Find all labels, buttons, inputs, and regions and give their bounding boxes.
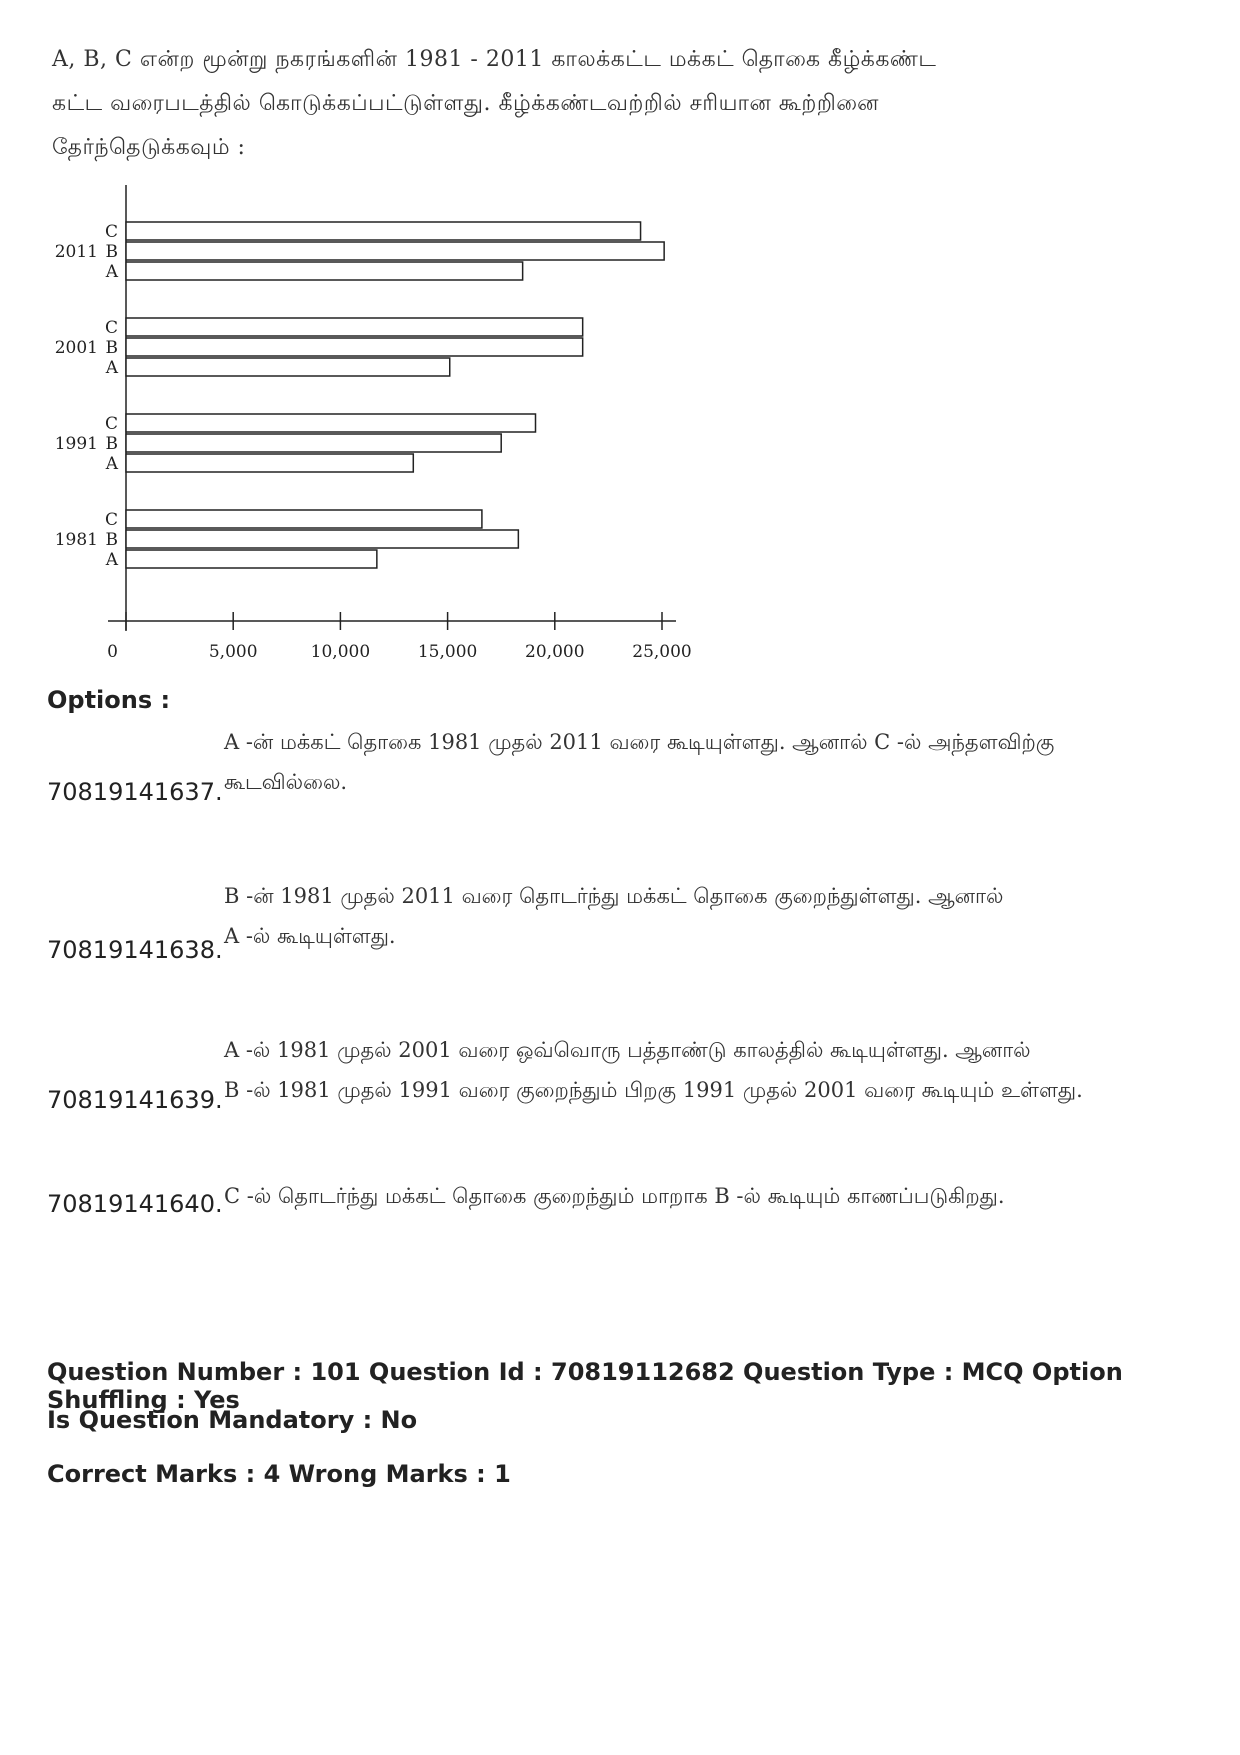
- series-label: B: [105, 242, 118, 262]
- series-label: C: [104, 318, 118, 338]
- x-tick-label: 25,000: [632, 642, 692, 662]
- question-meta: Question Number : 101 Question Id : 70819112682 Question Type : MCQ Option Shuffling : Yes: [47, 1358, 1123, 1414]
- option-line: A -ல் கூடியுள்ளது.: [224, 924, 396, 948]
- series-label: A: [105, 550, 118, 570]
- option-line: B -ன் 1981 முதல் 2011 வரை தொடர்ந்து மக்கட் தொகை குறைந்துள்ளது. ஆனால்: [224, 884, 1004, 908]
- group-label: 1981: [54, 530, 98, 550]
- series-label: B: [105, 434, 118, 454]
- option-1-id: 70819141637.: [47, 778, 223, 806]
- bar-B: [126, 530, 518, 548]
- marks-info: Correct Marks : 4 Wrong Marks : 1: [47, 1460, 511, 1488]
- bar-C: [126, 222, 641, 240]
- option-4-text: [224, 1176, 1124, 1216]
- group-label: 2001: [54, 338, 98, 358]
- group-label: 2011: [54, 242, 98, 262]
- option-line: B -ல் 1981 முதல் 1991 வரை குறைந்தும் பிறகு 1991 முதல் 2001 வரை கூடியும் உள்ளது.: [224, 1078, 1083, 1102]
- bar-B: [126, 338, 583, 356]
- x-tick-label: 0: [107, 642, 118, 662]
- bar-B: [126, 434, 501, 452]
- option-line: C -ல் தொடர்ந்து மக்கட் தொகை குறைந்தும் மாறாக B -ல் கூடியும் காணப்படுகிறது.: [224, 1184, 1005, 1208]
- question-text: [52, 38, 952, 170]
- series-label: A: [105, 358, 118, 378]
- series-label: C: [104, 414, 118, 434]
- bar-A: [126, 550, 377, 568]
- question-line: A, B, C என்ற மூன்று நகரங்களின் 1981 - 2011 காலக்கட்ட மக்கட் தொகை கீழ்க்கண்ட: [52, 47, 937, 72]
- option-3-id: 70819141639.: [47, 1086, 223, 1114]
- x-tick-label: 5,000: [208, 642, 258, 662]
- series-label: C: [104, 510, 118, 530]
- option-line: A -ல் 1981 முதல் 2001 வரை ஒவ்வொரு பத்தாண்டு காலத்தில் கூடியுள்ளது. ஆனால்: [224, 1038, 1031, 1062]
- series-label: B: [105, 530, 118, 550]
- series-label: B: [105, 338, 118, 358]
- option-line: A -ன் மக்கட் தொகை 1981 முதல் 2011 வரை கூடியுள்ளது. ஆனால் C -ல் அந்தளவிற்கு: [224, 730, 1055, 754]
- option-3-text: [224, 1030, 1124, 1110]
- bar-A: [126, 454, 413, 472]
- series-label: C: [104, 222, 118, 242]
- option-1-text: [224, 722, 1124, 802]
- bar-C: [126, 414, 536, 432]
- series-label: A: [105, 454, 118, 474]
- bar-A: [126, 358, 450, 376]
- bar-A: [126, 262, 523, 280]
- bar-C: [126, 318, 583, 336]
- population-bar-chart: [52, 180, 712, 670]
- question-line: கட்ட வரைபடத்தில் கொடுக்கப்பட்டுள்ளது. கீழ்க்கண்டவற்றில் சரியான கூற்றினை: [52, 91, 879, 116]
- options-label: Options :: [47, 686, 171, 714]
- question-line: தேர்ந்தெடுக்கவும் :: [52, 135, 246, 160]
- bar-C: [126, 510, 482, 528]
- group-label: 1991: [54, 434, 98, 454]
- x-tick-label: 10,000: [310, 642, 371, 662]
- option-line: கூடவில்லை.: [224, 770, 348, 794]
- option-2-id: 70819141638.: [47, 936, 223, 964]
- series-label: A: [105, 262, 118, 282]
- bar-B: [126, 242, 664, 260]
- option-4-id: 70819141640.: [47, 1190, 223, 1218]
- x-tick-label: 15,000: [417, 642, 478, 662]
- x-tick-label: 20,000: [525, 642, 585, 662]
- option-2-text: [224, 876, 1124, 956]
- question-mandatory: Is Question Mandatory : No: [47, 1406, 418, 1434]
